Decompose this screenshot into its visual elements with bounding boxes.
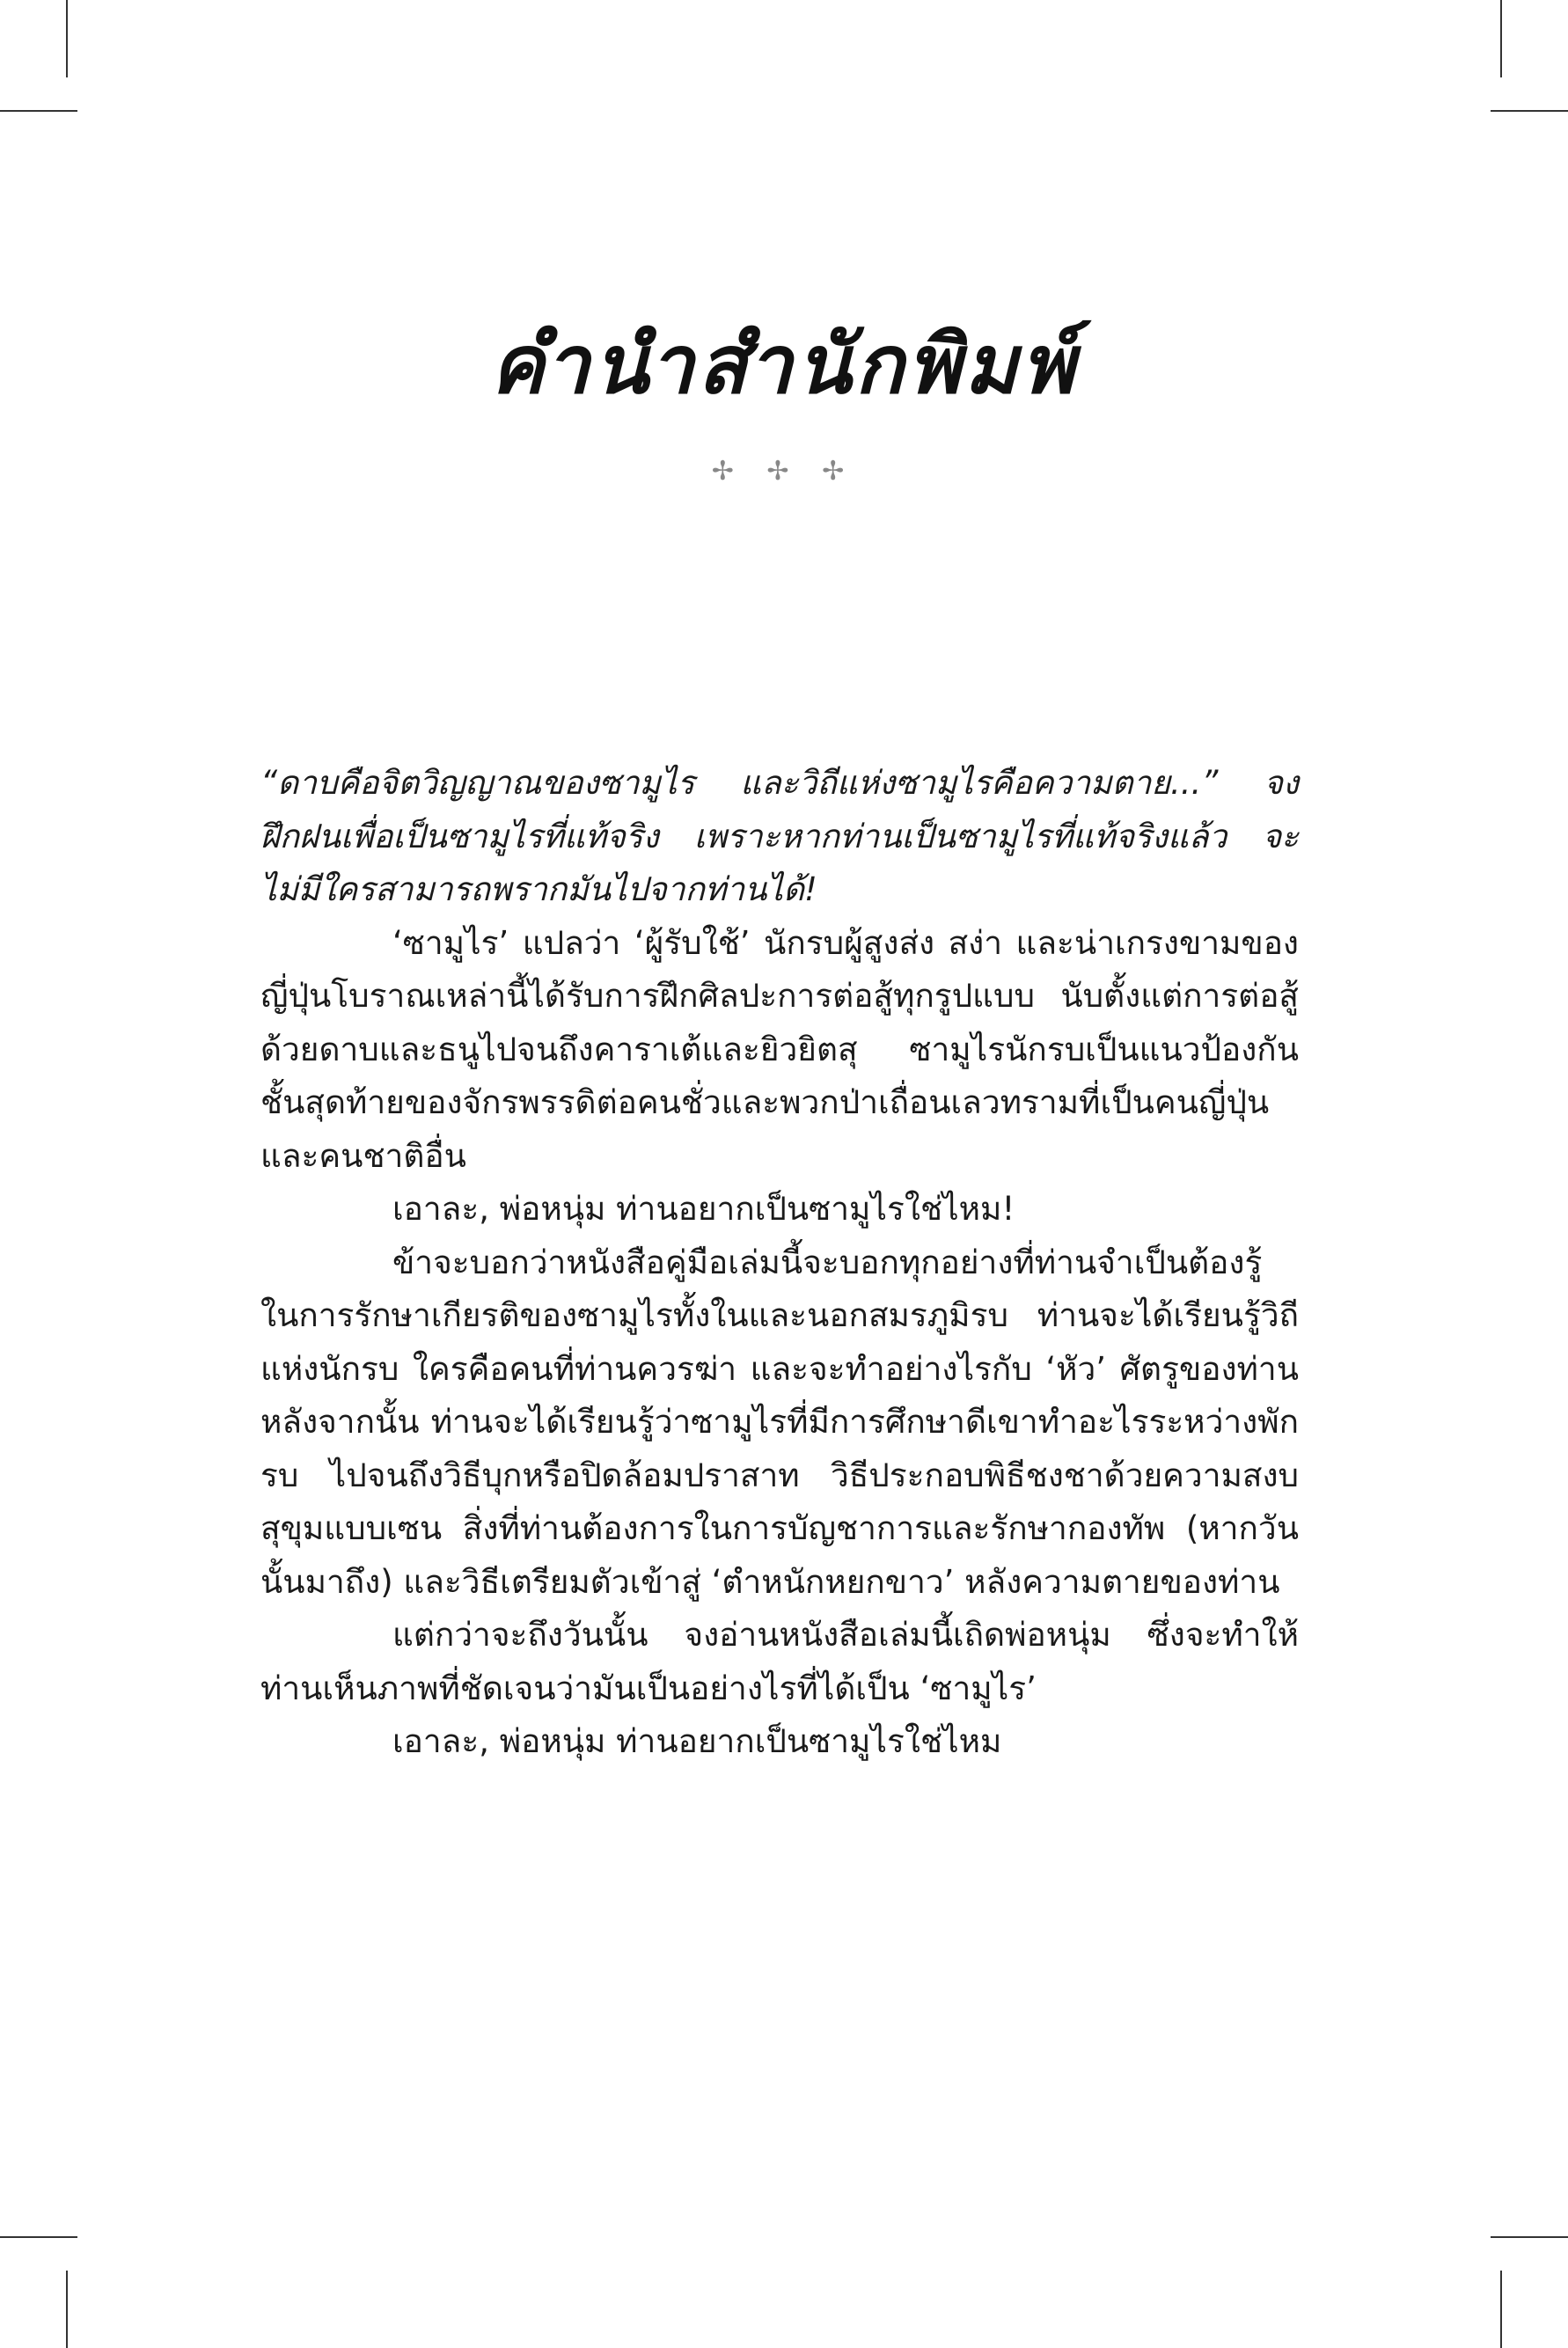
ornament-divider: ✢ ✢ ✢ — [711, 456, 857, 487]
crop-mark-bottom-right-vertical — [1500, 2271, 1502, 2348]
crop-mark-top-left-horizontal — [0, 110, 77, 112]
paragraph: แต่กว่าจะถึงวันนั้น จงอ่านหนังสือเล่มนี้เถิดพ่อหนุ่ม ซึ่งจะทำให้ท่านเห็นภาพที่ชัดเจนว่ามันเป็นอย่างไรที่ได้เป็น ‘ซามูไร’ — [260, 1616, 1299, 1707]
paragraph-quote: “ดาบคือจิตวิญญาณของซามูไร และวิถีแห่งซามูไรคือความตาย...” จงฝึกฝนเพื่อเป็นซามูไรที่แท้จริง เพราะหากท่านเป็นซามูไรที่แท้จริงแล้ว จะไม่มีใครสามารถพรากมันไปจากท่านได้! — [260, 764, 1299, 908]
paragraph: ข้าจะบอกว่าหนังสือคู่มือเล่มนี้จะบอกทุกอย่างที่ท่านจำเป็นต้องรู้ในการรักษาเกียรติของซามูไรทั้งในและนอกสมรภูมิรบ ท่านจะได้เรียนรู้วิถีแห่งนักรบ ใครคือคนที่ท่านควรฆ่า และจะทำอย่างไรกับ ‘หัว’ ศัตรูของท่านหลังจากนั้น ท่านจะได้เรียนรู้ว่าซามูไรที่มีการศึกษาดีเขาทำอะไรระหว่างพักรบ ไปจนถึงวิธีบุกหรือปิดล้อมปราสาท วิธีประกอบพิธีชงชาด้วยความสงบสุขุมแบบเซน สิ่งที่ท่านต้องการในการบัญชาการและรักษากองทัพ (หากวันนั้นมาถึง) และวิธีเตรียมตัวเข้าสู่ ‘ตำหนักหยกขาว’ หลังความตายของท่าน — [260, 1243, 1299, 1601]
crop-mark-bottom-left-horizontal — [0, 2236, 77, 2238]
body-text — [260, 757, 1299, 1769]
crop-mark-top-left-vertical — [66, 0, 68, 77]
crop-mark-top-right-horizontal — [1491, 110, 1568, 112]
crop-mark-top-right-vertical — [1500, 0, 1502, 77]
paragraph: เอาละ, พ่อหนุ่ม ท่านอยากเป็นซามูไรใช่ไหม! — [392, 1190, 1015, 1228]
crop-mark-bottom-left-vertical — [66, 2271, 68, 2348]
page-title: คำนำสำนักพิมพ์ — [489, 317, 1079, 412]
paragraph: ‘ซามูไร’ แปลว่า ‘ผู้รับใช้’ นักรบผู้สูงส่ง สง่า และน่าเกรงขามของญี่ปุ่นโบราณเหล่านี้ได้รับการฝึกศิลปะการต่อสู้ทุกรูปแบบ นับตั้งแต่การต่อสู้ด้วยดาบและธนูไปจนถึงคาราเต้และยิวยิตสุ ซามูไรนักรบเป็นแนวป้องกันชั้นสุดท้ายของจักรพรรดิต่อคนชั่วและพวกป่าเถื่อนเลวทรามที่เป็นคนญี่ปุ่นและคนชาติอื่น — [260, 923, 1299, 1175]
crop-mark-bottom-right-horizontal — [1491, 2236, 1568, 2238]
paragraph: เอาละ, พ่อหนุ่ม ท่านอยากเป็นซามูไรใช่ไหม — [392, 1722, 1002, 1760]
